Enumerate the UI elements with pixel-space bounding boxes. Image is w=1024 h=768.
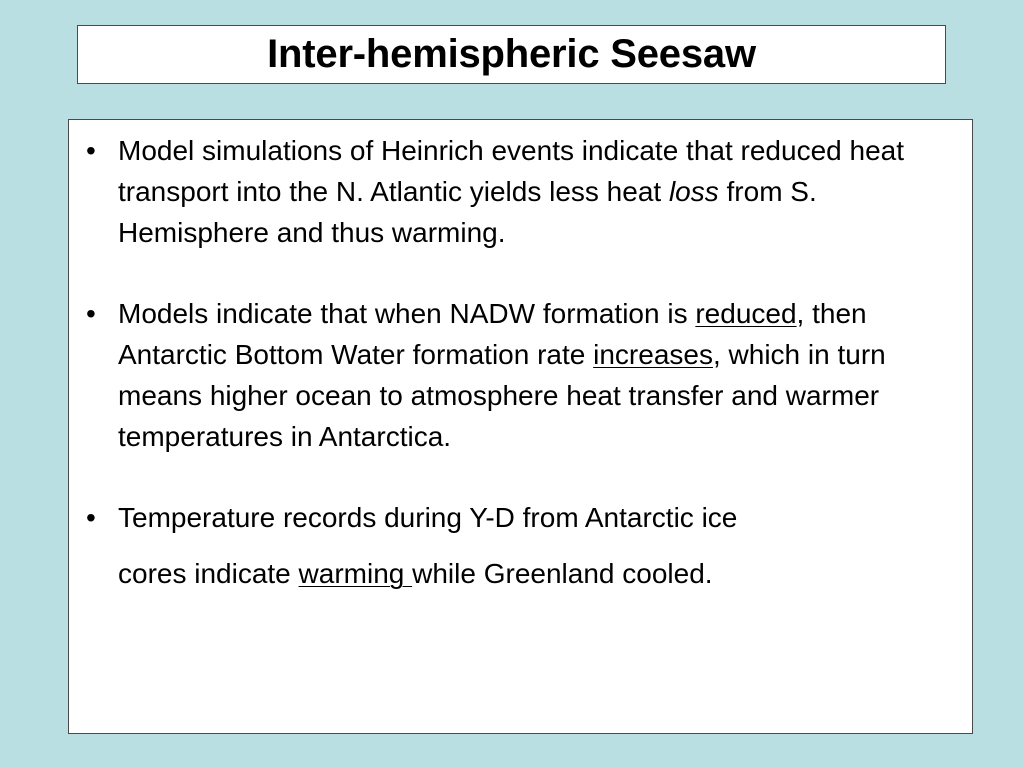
bullet-marker: • [86,135,96,166]
title-box [77,25,946,84]
underlined-text: reduced [695,298,797,329]
slide-title: Inter-hemispheric Seesaw [267,32,756,76]
bullet-marker: • [86,298,96,329]
bullet-text: Temperature records during Y-D from Antarctic ice cores indicate warming while Greenland cooled. [118,502,738,589]
bullet-item [69,497,972,594]
underlined-text: increases [593,339,713,370]
bullet-list [69,130,972,594]
emphasis-text: loss [668,176,719,207]
bullet-item [69,130,972,253]
content-box [68,119,973,734]
bullet-text: Model simulations of Heinrich events indicate that reduced heat transport into the N. Atlantic yields less heat loss from S. Hemisphere and thus warming. [118,135,904,248]
bullet-marker: • [86,502,96,533]
bullet-item [69,293,972,457]
underlined-text: warming [298,558,413,589]
bullet-text: Models indicate that when NADW formation is reduced, then Antarctic Bottom Water formation rate increases, which in turn means higher ocean to atmosphere heat transfer and warmer temperatures in Antarctica. [118,298,886,452]
